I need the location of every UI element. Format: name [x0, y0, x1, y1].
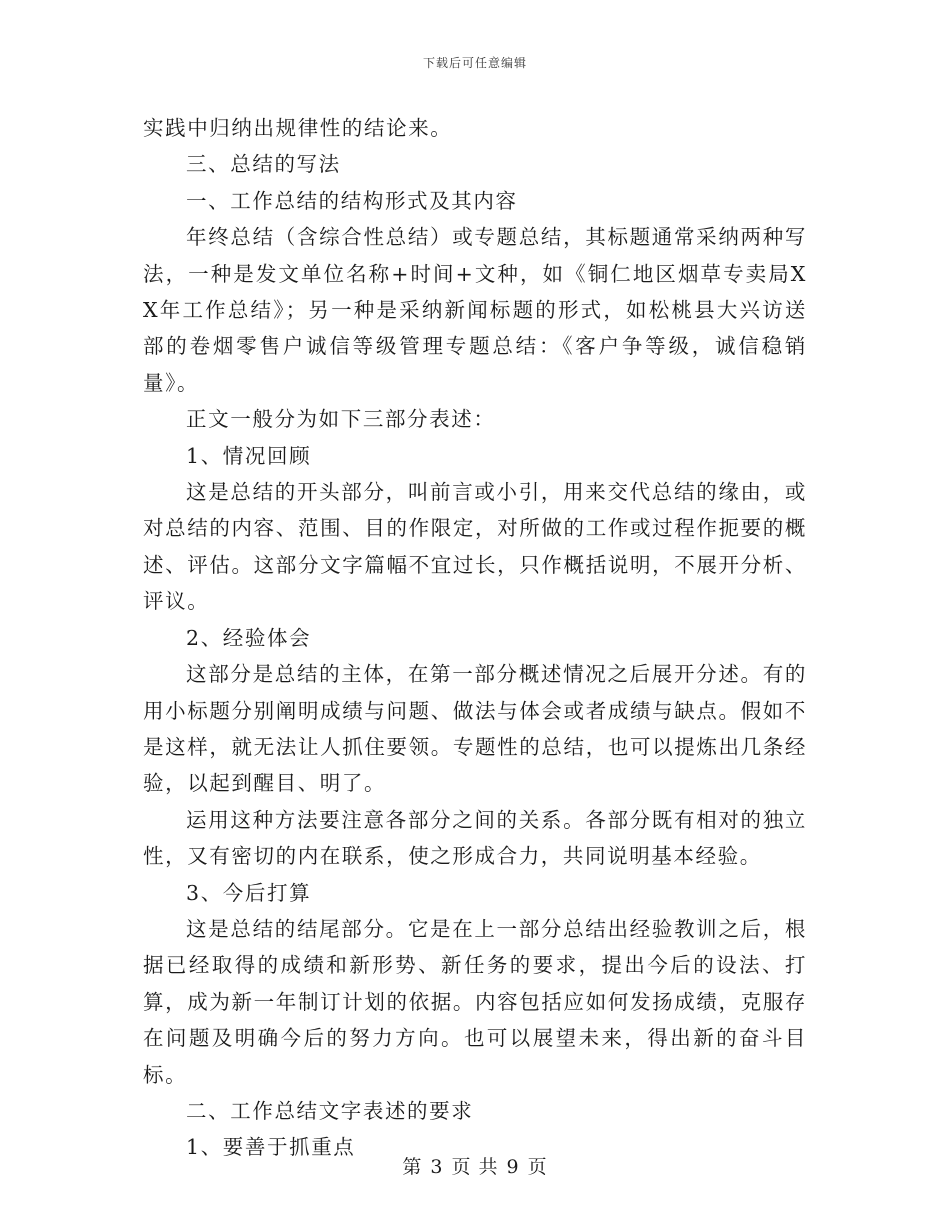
- item-heading-plan: 3、今后打算: [186, 880, 312, 905]
- item-heading-experience: 2、经验体会: [186, 625, 312, 650]
- item-heading-review: 1、情况回顾: [186, 443, 312, 468]
- document-body: [143, 110, 807, 1166]
- footer-suffix: 页: [527, 1156, 548, 1178]
- subsection-heading: 一、工作总结的结构形式及其内容: [186, 188, 518, 213]
- section-heading: 三、总结的写法: [186, 152, 341, 177]
- paragraph-method: 运用这种方法要注意各部分之间的关系。各部分既有相对的独立性，又有密切的内在联系，使之形成合力，共同说明基本经验。: [143, 807, 807, 869]
- paragraph-plan: 这是总结的结尾部分。它是在上一部分总结出经验教训之后，根据已经取得的成绩和新形势、新任务的要求，提出今后的设法、打算，成为新一年制订计划的依据。内容包括应如何发扬成绩，克服存在问题及明确今后的努力方向。也可以展望未来，得出新的奋斗目标。: [143, 916, 807, 1087]
- paragraph-body-intro: 正文一般分为如下三部分表述：: [186, 407, 496, 432]
- current-page-number: 3: [430, 1156, 444, 1178]
- paragraph-1: 实践中归纳出规律性的结论来。: [143, 116, 453, 140]
- paragraph-review: 这是总结的开头部分，叫前言或小引，用来交代总结的缘由，或对总结的内容、范围、目的作限定，对所做的工作或过程作扼要的概述、评估。这部分文字篇幅不宜过长，只作概括说明，不展开分析、评议。: [143, 480, 807, 614]
- footer-middle: 页 共: [451, 1156, 499, 1178]
- subsection-heading-requirements: 二、工作总结文字表述的要求: [186, 1098, 474, 1123]
- item-heading-focus: 1、要善于抓重点: [186, 1135, 356, 1160]
- header-note: 下载后可任意编辑: [422, 56, 527, 70]
- total-pages-number: 9: [506, 1156, 520, 1178]
- paragraph-experience: 这部分是总结的主体，在第一部分概述情况之后展开分述。有的用小标题分别阐明成绩与问题、做法与体会或者成绩与缺点。假如不是这样，就无法让人抓住要领。专题性的总结，也可以提炼出几条经验，以起到醒目、明了。: [143, 662, 807, 796]
- page-footer: [0, 1152, 950, 1179]
- paragraph-title-format: 年终总结（含综合性总结）或专题总结，其标题通常采纳两种写法，一种是发文单位名称+时间+文种，如《铜仁地区烟草专卖局XX年工作总结》；另一种是采纳新闻标题的形式，如松桃县大兴访送部的卷烟零售户诚信等级管理专题总结：《客户争等级，诚信稳销量》。: [143, 225, 807, 395]
- footer-prefix: 第: [402, 1156, 423, 1178]
